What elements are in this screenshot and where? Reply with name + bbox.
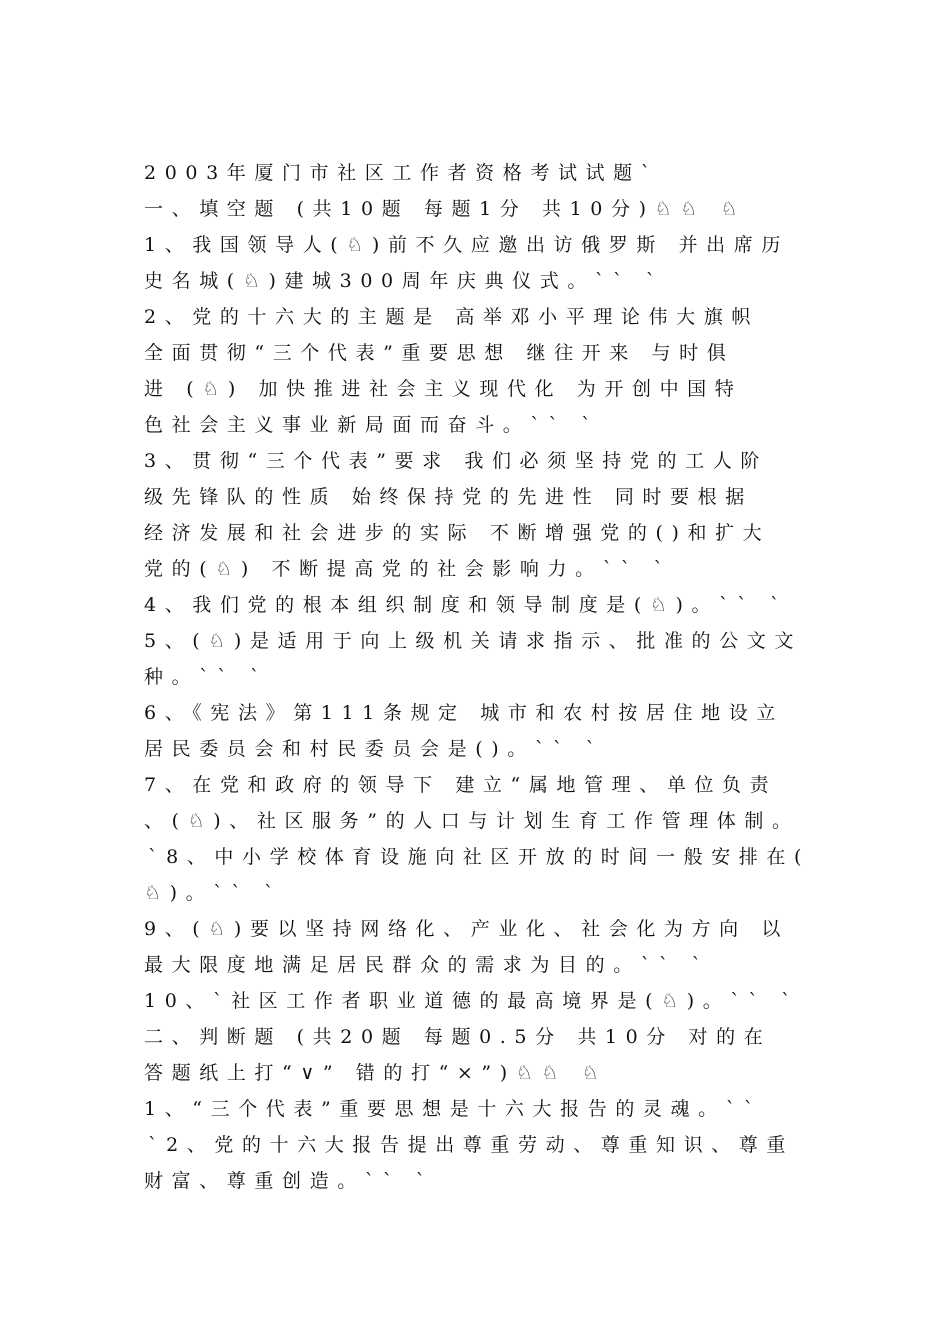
text-line: `8、中小学校体育设施向社区开放的时间一般安排在( — [148, 846, 811, 868]
text-line: 4、我们党的根本组织制度和领导制度是(♘)。`` ` — [144, 594, 789, 616]
text-line: 级先锋队的性质 始终保持党的先进性 同时要根据 — [144, 486, 753, 508]
text-line: 经济发展和社会进步的实际 不断增强党的()和扩大 — [144, 522, 771, 544]
text-line: 、(♘)、社区服务”的人口与计划生育工作管理体制。 — [144, 810, 800, 832]
section-heading-true-false: 二、判断题 (共20题 每题0.5分 共10分 对的在 — [144, 1026, 772, 1048]
text-line: `2、党的十六大报告提出尊重劳动、尊重知识、尊重 — [148, 1134, 794, 1156]
text-line: 财富、尊重创造。`` ` — [144, 1170, 434, 1192]
text-line: 党的(♘) 不断提高党的社会影响力。`` ` — [144, 558, 672, 580]
text-line: 3、贯彻“三个代表”要求 我们必须坚持党的工人阶 — [144, 450, 768, 472]
text-line: 7、在党和政府的领导下 建立“属地管理、单位负责 — [144, 774, 778, 796]
text-line: 色社会主义事业新局面而奋斗。`` ` — [144, 414, 600, 436]
text-line: ♘)。`` ` — [144, 882, 283, 904]
text-line: 1、我国领导人(♘)前不久应邀出访俄罗斯 并出席历 — [144, 234, 789, 256]
text-line: 最大限度地满足居民群众的需求为目的。`` ` — [144, 954, 710, 976]
text-line: 答题纸上打“∨” 错的打“×”)♘♘ ♘ — [144, 1062, 608, 1084]
text-line: 9、(♘)要以坚持网络化、产业化、社会化为方向 以 — [144, 918, 789, 940]
text-line: 种。`` ` — [144, 666, 269, 688]
section-heading-fill-blank: 一、填空题 (共10题 每题1分 共10分)♘♘ ♘ — [144, 198, 747, 220]
text-line: 6、《宪法》第111条规定 城市和农村按居住地设立 — [144, 702, 784, 724]
text-line: 10、`社区工作者职业道德的最高境界是(♘)。`` ` — [144, 990, 800, 1012]
text-line: 全面贯彻“三个代表”重要思想 继往开来 与时俱 — [144, 342, 735, 364]
text-line: 5、(♘)是适用于向上级机关请求指示、批准的公文文 — [144, 630, 802, 652]
text-line: 进 (♘) 加快推进社会主义现代化 为开创中国特 — [144, 378, 743, 400]
text-line: 史名城(♘)建城300周年庆典仪式。`` ` — [144, 270, 664, 292]
text-line: 1、“三个代表”重要思想是十六大报告的灵魂。`` — [144, 1098, 762, 1120]
doc-title: 2003年厦门市社区工作者资格考试试题` — [144, 162, 659, 184]
text-line: 2、党的十六大的主题是 高举邓小平理论伟大旗帜 — [144, 306, 759, 328]
text-line: 居民委员会和村民委员会是()。`` ` — [144, 738, 604, 760]
